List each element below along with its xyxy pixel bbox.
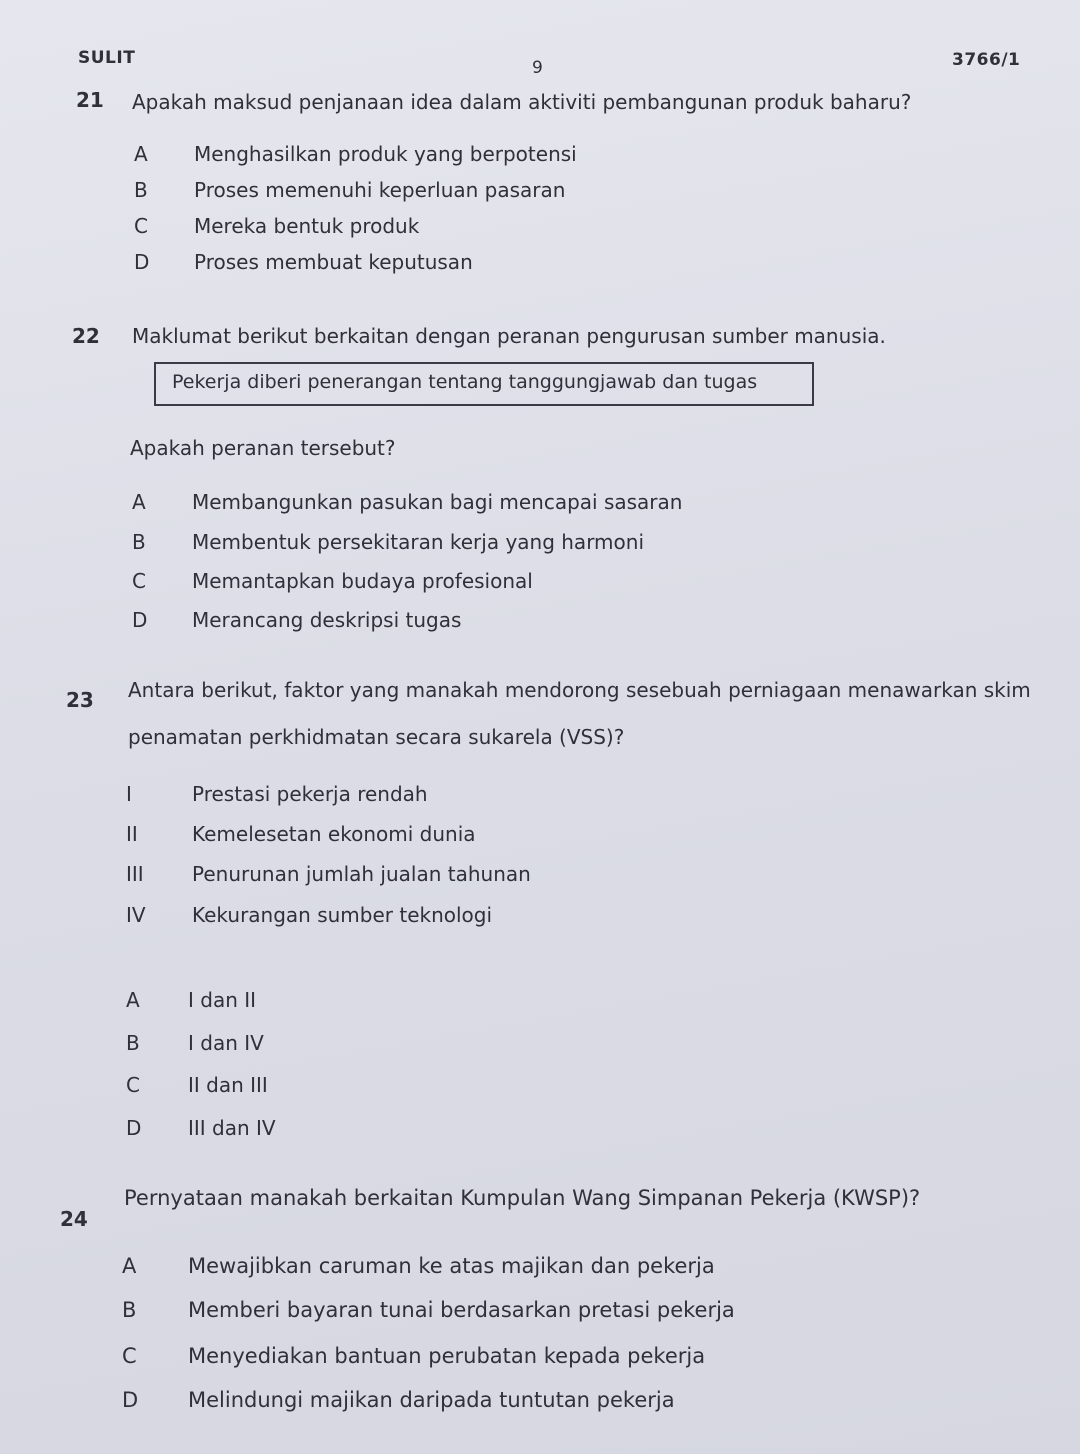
statement-label: III — [126, 862, 144, 886]
option-text: Proses membuat keputusan — [194, 250, 473, 274]
header-classification: SULIT — [78, 48, 136, 68]
option-label: D — [134, 250, 150, 274]
information-box: Pekerja diberi penerangan tentang tanggungjawab dan tugas — [154, 362, 814, 406]
option-label: C — [126, 1073, 140, 1097]
option-text: Membentuk persekitaran kerja yang harmoni — [192, 530, 645, 554]
option-label: C — [134, 214, 148, 238]
option-text: Proses memenuhi keperluan pasaran — [194, 178, 566, 202]
option-label: A — [134, 142, 148, 166]
question-text: Apakah maksud penjanaan idea dalam aktiviti pembangunan produk baharu? — [132, 90, 912, 114]
statement-label: I — [126, 782, 132, 806]
statement-text: Penurunan jumlah jualan tahunan — [192, 862, 531, 886]
statement-text: Kemelesetan ekonomi dunia — [192, 822, 476, 846]
statement-text: Prestasi pekerja rendah — [192, 782, 428, 806]
option-text: Membangunkan pasukan bagi mencapai sasaran — [192, 490, 683, 514]
option-text: Menyediakan bantuan perubatan kepada pekerja — [188, 1344, 706, 1368]
option-label: C — [122, 1344, 137, 1368]
option-label: B — [122, 1298, 137, 1322]
option-label: B — [134, 178, 148, 202]
question-number: 22 — [72, 324, 100, 348]
option-text: Menghasilkan produk yang berpotensi — [194, 142, 577, 166]
option-label: A — [126, 988, 140, 1012]
option-label: A — [132, 490, 146, 514]
page-number: 9 — [532, 58, 544, 78]
option-text: Mewajibkan caruman ke atas majikan dan pekerja — [188, 1254, 715, 1278]
option-text: I dan II — [188, 988, 257, 1012]
question-text: Maklumat berikut berkaitan dengan peranan pengurusan sumber manusia. — [132, 324, 886, 348]
question-text-line-1: Antara berikut, faktor yang manakah mendorong sesebuah perniagaan menawarkan skim — [128, 678, 1031, 702]
option-text: II dan III — [188, 1073, 268, 1097]
paper-code: 3766/1 — [952, 50, 1021, 70]
question-number: 24 — [60, 1207, 88, 1231]
statement-label: IV — [126, 903, 146, 927]
question-number: 21 — [76, 88, 104, 112]
option-text: Merancang deskripsi tugas — [192, 608, 462, 632]
option-label: D — [132, 608, 148, 632]
question-text: Pernyataan manakah berkaitan Kumpulan Wang Simpanan Pekerja (KWSP)? — [124, 1186, 921, 1210]
statement-text: Kekurangan sumber teknologi — [192, 903, 493, 927]
option-text: I dan IV — [188, 1031, 264, 1055]
option-label: B — [126, 1031, 140, 1055]
option-text: III dan IV — [188, 1116, 276, 1140]
option-label: D — [122, 1388, 139, 1412]
option-label: A — [122, 1254, 137, 1278]
question-number: 23 — [66, 688, 94, 712]
option-label: C — [132, 569, 146, 593]
option-text: Melindungi majikan daripada tuntutan pekerja — [188, 1388, 675, 1412]
option-text: Mereka bentuk produk — [194, 214, 420, 238]
option-text: Memberi bayaran tunai berdasarkan pretasi pekerja — [188, 1298, 735, 1322]
option-label: D — [126, 1116, 142, 1140]
option-text: Memantapkan budaya profesional — [192, 569, 533, 593]
option-label: B — [132, 530, 146, 554]
statement-label: II — [126, 822, 138, 846]
question-prompt: Apakah peranan tersebut? — [130, 436, 396, 460]
question-text-line-2: penamatan perkhidmatan secara sukarela (VSS)? — [128, 725, 625, 749]
